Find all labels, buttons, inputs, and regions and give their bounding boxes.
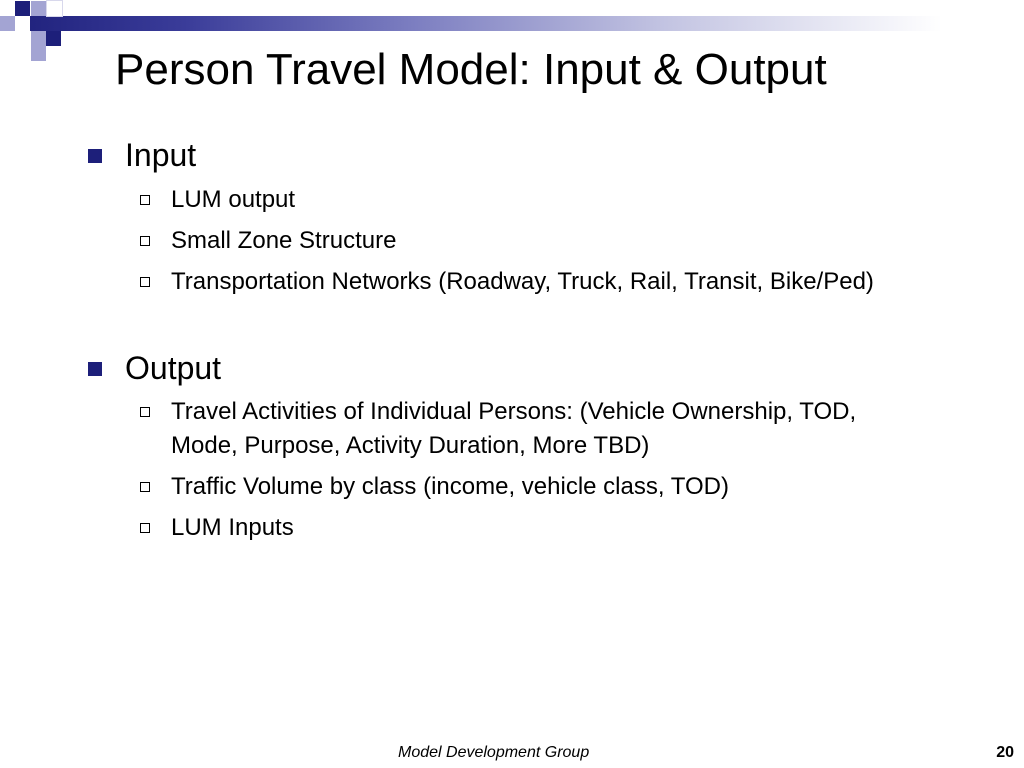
- section-heading-input: Input: [125, 137, 197, 173]
- square-bullet-icon: [88, 362, 102, 376]
- slide-footer: [0, 741, 1024, 765]
- deco-square: [15, 1, 30, 16]
- hollow-square-bullet-icon: [140, 523, 150, 533]
- deco-square: [47, 1, 62, 16]
- page-number: 20: [996, 744, 1014, 761]
- hollow-square-bullet-icon: [140, 407, 150, 417]
- slide-title: Person Travel Model: Input & Output: [115, 45, 827, 94]
- list-item: Travel Activities of Individual Persons: (Vehicle Ownership, TOD,: [171, 398, 857, 425]
- list-item: LUM output: [171, 186, 296, 213]
- deco-square: [15, 16, 30, 31]
- list-item: LUM Inputs: [171, 514, 294, 541]
- deco-square: [31, 46, 46, 61]
- deco-square: [31, 31, 46, 46]
- list-item: Small Zone Structure: [171, 227, 397, 254]
- deco-square: [0, 16, 15, 31]
- list-item-continuation: Mode, Purpose, Activity Duration, More TBD): [171, 432, 650, 459]
- hollow-square-bullet-icon: [140, 236, 150, 246]
- square-bullet-icon: [88, 149, 102, 163]
- deco-square: [31, 1, 46, 16]
- hollow-square-bullet-icon: [140, 195, 150, 205]
- hollow-square-bullet-icon: [140, 482, 150, 492]
- footer-text: Model Development Group: [398, 744, 590, 761]
- deco-square: [46, 31, 61, 46]
- hollow-square-bullet-icon: [140, 277, 150, 287]
- list-item: Traffic Volume by class (income, vehicle class, TOD): [171, 473, 729, 500]
- list-item: Transportation Networks (Roadway, Truck, Rail, Transit, Bike/Ped): [171, 268, 874, 295]
- header-gradient-bar: [0, 16, 1024, 31]
- section-heading-output: Output: [125, 350, 222, 386]
